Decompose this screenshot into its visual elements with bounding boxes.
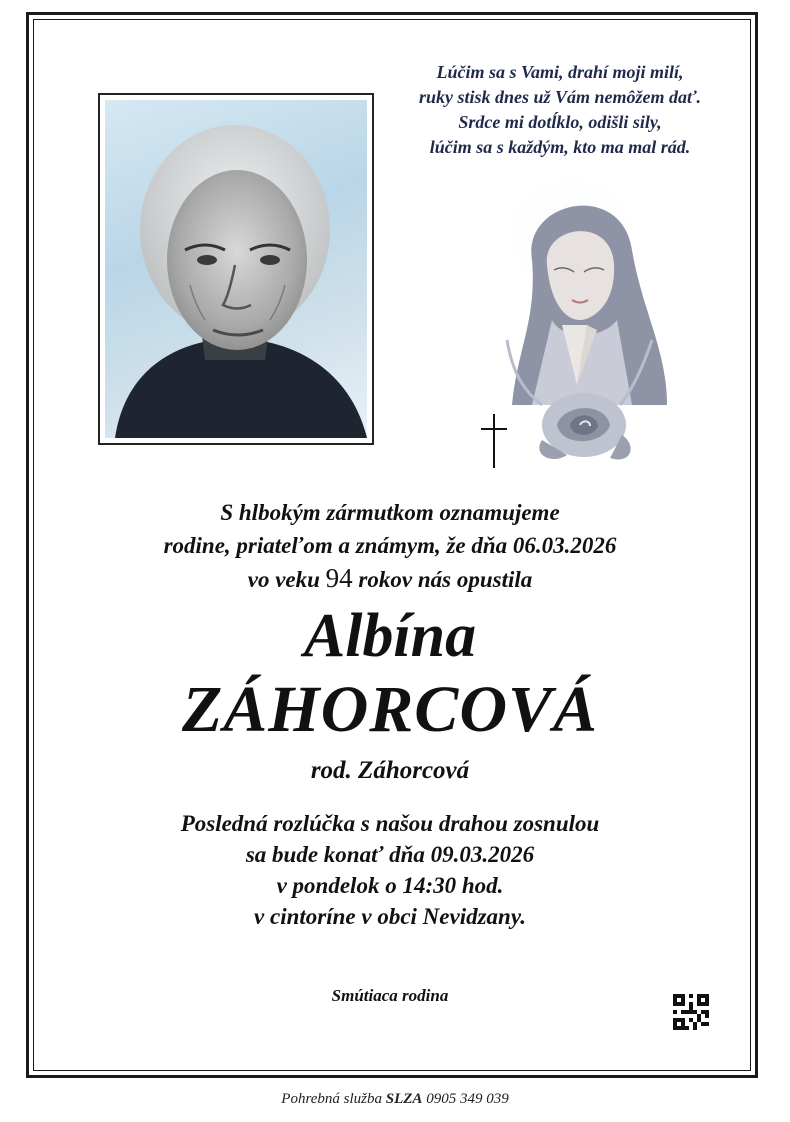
announcement-age-line (60, 562, 720, 596)
poem-line: ruky stisk dnes už Vám nemôžem dať. (418, 87, 702, 107)
madonna-image (492, 180, 672, 470)
funeral-line: v pondelok o 14:30 hod. (276, 873, 504, 898)
deceased-photo (98, 93, 374, 445)
footer-prefix: Pohrebná služba (281, 1091, 382, 1107)
poem (380, 60, 740, 160)
age-prefix: vo veku (247, 567, 320, 592)
funeral-line: v cintoríne v obci Nevidzany. (254, 904, 526, 929)
deceased-maiden-name: rod. Záhorcová (310, 757, 470, 784)
signature: Smútiaca rodina (331, 986, 449, 1005)
footer-phone: 0905 349 039 (426, 1091, 509, 1107)
funeral-line: sa bude konať dňa 09.03.2026 (245, 842, 535, 867)
footer-company: SLZA (385, 1091, 423, 1107)
announcement (60, 496, 720, 596)
funeral-details (60, 808, 720, 932)
age-suffix: rokov nás opustila (358, 567, 533, 592)
deceased-surname: ZÁHORCOVÁ (181, 673, 599, 746)
announcement-line: S hlbokým zármutkom oznamujeme (220, 500, 560, 525)
age-number: 94 (325, 563, 353, 593)
funeral-line: Posledná rozlúčka s našou drahou zosnulou (180, 811, 600, 836)
deceased-first-name: Albína (303, 602, 477, 670)
announcement-line: rodine, priateľom a známym, že dňa 06.03.2026 (163, 533, 617, 558)
qr-code-icon (673, 994, 709, 1030)
poem-line: Lúčim sa s Vami, drahí moji milí, (436, 62, 684, 82)
cross-icon (478, 414, 510, 468)
poem-line: lúčim sa s každým, kto ma mal rád. (429, 137, 691, 157)
footer (0, 1088, 790, 1110)
poem-line: Srdce mi dotĺklo, odišli sily, (458, 112, 662, 132)
portrait-image (105, 100, 367, 438)
